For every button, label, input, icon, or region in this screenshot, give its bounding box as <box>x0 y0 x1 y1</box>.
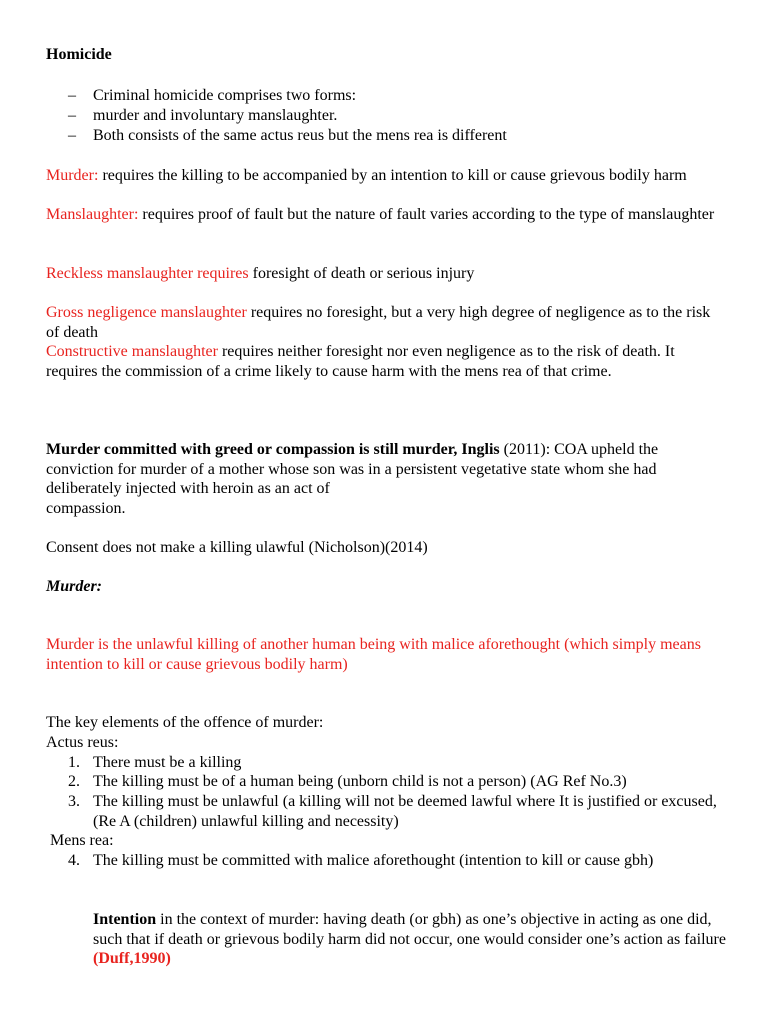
manslaughter-definition <box>46 205 726 225</box>
mens-rea-label: Mens rea: <box>50 832 114 849</box>
gross-negligence-manslaughter <box>46 303 726 342</box>
list-number: 3. <box>68 793 80 810</box>
list-item-text: murder and involuntary manslaughter. <box>93 107 338 124</box>
dash-bullet: – <box>68 127 76 144</box>
dash-bullet: – <box>68 107 76 124</box>
intention-paragraph <box>93 910 733 969</box>
list-item-text: The killing must be committed with malice aforethought (intention to kill or cause gbh) <box>93 852 654 869</box>
dash-bullet: – <box>68 87 76 104</box>
intention-term: Intention <box>93 911 157 928</box>
list-number: 4. <box>68 852 80 869</box>
list-item-text: Criminal homicide comprises two forms: <box>93 87 357 104</box>
consent-note: Consent does not make a killing ulawful (Nicholson)(2014) <box>46 539 428 556</box>
manslaughter-definition-text: requires proof of fault but the nature of fault varies according to the type of manslaughter <box>138 206 715 223</box>
gross-negligence-text: requires no foresight, but a very high degree of negligence as to the risk of death <box>46 304 711 341</box>
list-number: 2. <box>68 773 80 790</box>
manslaughter-term: Manslaughter: <box>46 206 139 223</box>
actus-reus-label: Actus reus: <box>46 734 119 751</box>
inglis-year: (2011) <box>499 441 546 458</box>
murder-heading: Murder: <box>46 578 103 595</box>
murder-term: Murder: <box>46 167 99 184</box>
inglis-bold-text: Murder committed with greed or compassion is still murder, Inglis <box>46 441 500 458</box>
page-heading: Homicide <box>46 46 112 63</box>
reckless-manslaughter <box>46 264 726 284</box>
constructive-term: Constructive manslaughter <box>46 343 218 360</box>
inglis-text-end: compassion. <box>46 499 126 517</box>
list-item-text: The killing must be of a human being (unborn child is not a person) (AG Ref No.3) <box>93 773 627 790</box>
intention-citation: (Duff,1990) <box>93 950 171 968</box>
constructive-manslaughter <box>46 342 726 381</box>
reckless-term: Reckless manslaughter requires <box>46 265 249 282</box>
gross-negligence-term: Gross negligence manslaughter <box>46 304 247 321</box>
inglis-text: : COA upheld the conviction for murder of a mother whose son was in a persistent vegetative state whom she had deliberately injected with heroin as an act of <box>46 441 659 498</box>
list-item-text: The killing must be unlawful (a killing will not be deemed lawful where It is justified or excused, (Re A (children) unlawful killing and necessity) <box>93 793 717 830</box>
murder-red-definition: Murder is the unlawful killing of another human being with malice aforethought (which simply means intention to kill or cause grievous bodily harm) <box>46 636 701 673</box>
list-number: 1. <box>68 754 80 771</box>
reckless-text: foresight of death or serious injury <box>248 265 475 282</box>
murder-definition <box>46 166 726 186</box>
list-item-text: Both consists of the same actus reus but the mens rea is different <box>93 127 507 144</box>
key-elements-heading: The key elements of the offence of murder: <box>46 714 324 731</box>
inglis-case <box>46 440 726 518</box>
list-item-text: There must be a killing <box>93 754 242 771</box>
intention-text: in the context of murder: having death (or gbh) as one’s objective in acting as one did, such that if death or grievous bodily harm did not occur, one would consider one’s action as failure <box>93 911 726 948</box>
constructive-text: requires neither foresight nor even negligence as to the risk of death. It requires the commission of a crime likely to cause harm with the mens rea of that crime. <box>46 343 675 380</box>
murder-definition-text: requires the killing to be accompanied by an intention to kill or cause grievous bodily harm <box>98 167 687 184</box>
